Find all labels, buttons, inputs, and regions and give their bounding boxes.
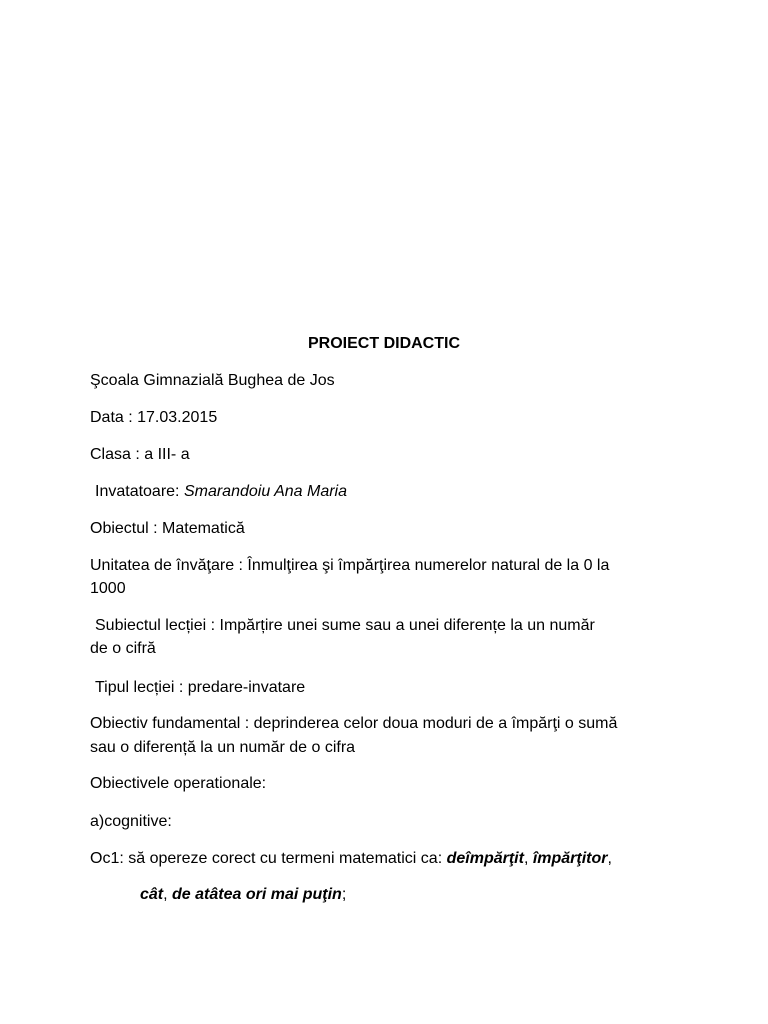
cognitive-heading: a)cognitive:	[90, 813, 172, 830]
lesson-type-line: Tipul lecției : predare-invatare	[95, 679, 306, 696]
operational-heading: Obiectivele operationale:	[90, 775, 267, 792]
fundamental-line-1: Obiectiv fundamental : deprinderea celor doua moduri de a împărţi o sumă	[90, 715, 618, 732]
oc1-separator-3: ,	[163, 886, 173, 903]
oc1-line-1	[90, 848, 690, 870]
teacher-line	[95, 481, 695, 503]
oc1-term-impartitor: împărţitor	[532, 850, 608, 867]
teacher-name: Smarandoiu Ana Maria	[183, 483, 347, 500]
date-line: Data : 17.03.2015	[90, 409, 218, 426]
oc1-line-2	[140, 884, 740, 906]
oc1-term-cat: cât	[140, 886, 164, 903]
unit-line-1: Unitatea de învăţare : Înmulţirea şi împărţirea numerelor natural de la 0 la	[90, 557, 610, 574]
oc1-term-mai-putin: de atâtea ori mai puţin	[172, 886, 342, 903]
unit-line-2: 1000	[90, 580, 126, 597]
oc1-term-deimpartit: deîmpărţit	[446, 850, 524, 867]
subject-line: Obiectul : Matematică	[90, 520, 245, 537]
teacher-label: Invatatoare:	[95, 483, 184, 500]
document-title: PROIECT DIDACTIC	[308, 335, 460, 352]
oc1-separator-1: ,	[523, 850, 533, 867]
fundamental-line-2: sau o diferență la un număr de o cifra	[90, 739, 356, 756]
class-line: Clasa : a III- a	[90, 446, 190, 463]
lesson-line-2: de o cifră	[90, 640, 156, 657]
oc1-end: ;	[341, 886, 347, 903]
oc1-separator-2: ,	[607, 850, 612, 867]
lesson-line-1: Subiectul lecției : Impărțire unei sume sau a unei diferențe la un număr	[95, 617, 595, 634]
school-line: Şcoala Gimnazială Bughea de Jos	[90, 372, 335, 389]
oc1-prefix: Oc1: să opereze corect cu termeni matematici ca:	[90, 850, 447, 867]
